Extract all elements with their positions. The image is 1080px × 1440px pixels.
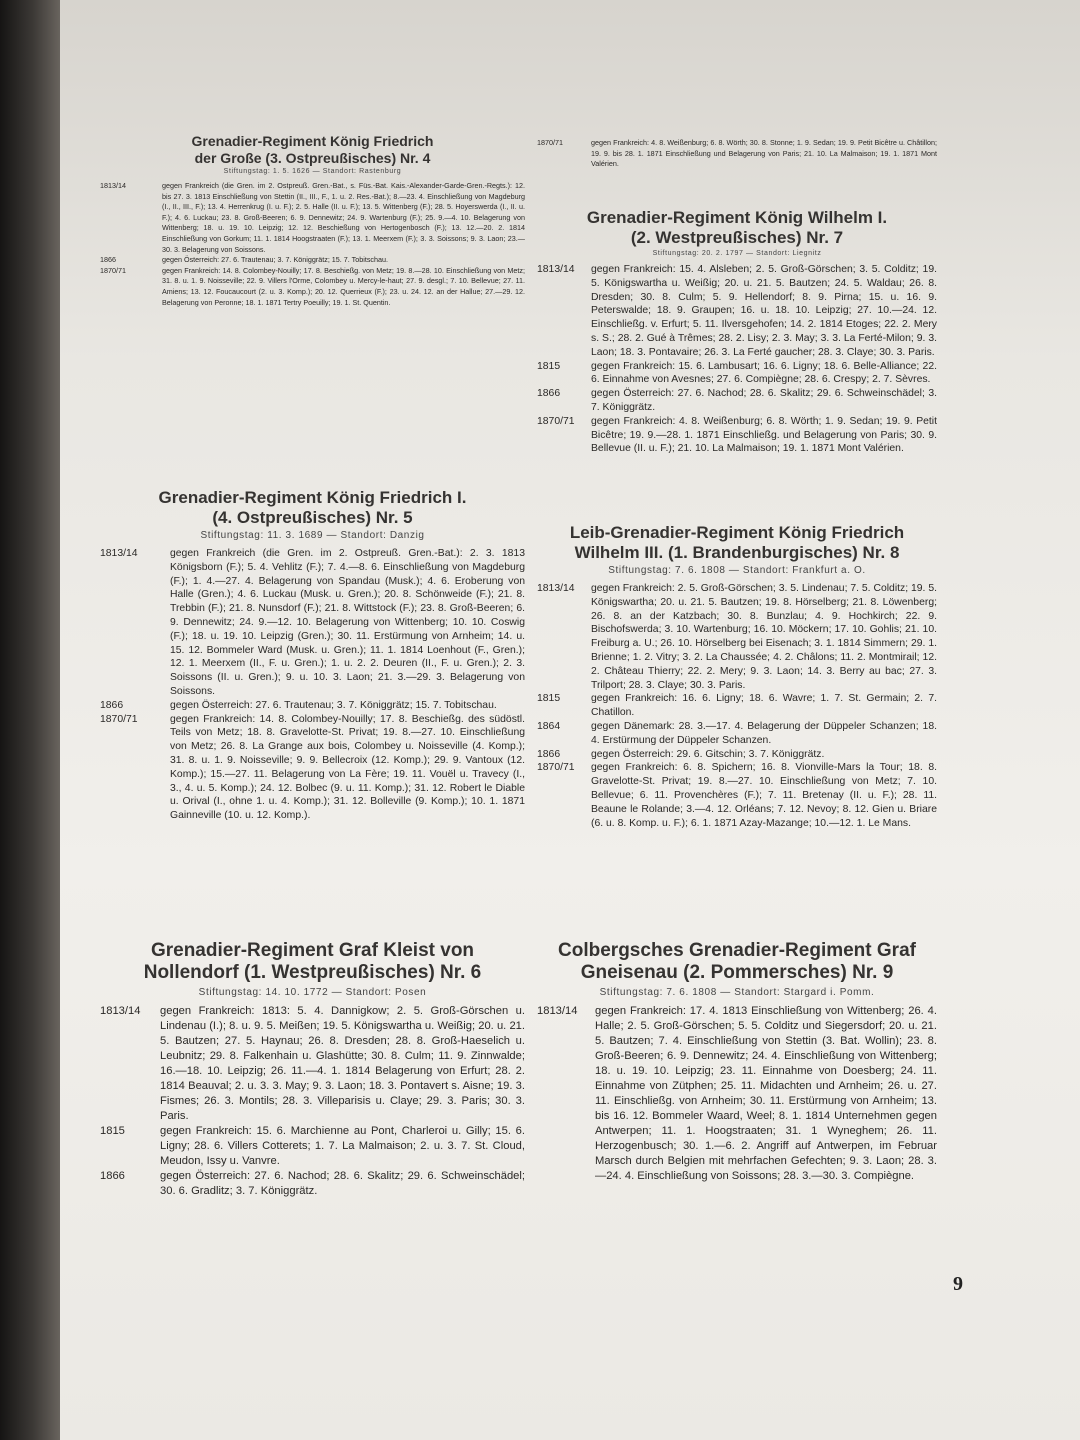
- regiment-4-title-line2: der Große (3. Ostpreußisches) Nr. 4: [194, 149, 431, 166]
- regiment-6-founded: Stiftungstag: 14. 10. 1772 — Standort: Posen: [198, 986, 427, 998]
- regiment-6-section: [100, 940, 525, 1199]
- campaign-entry: [100, 181, 525, 255]
- regiment-9-title-line2: Gneisenau (2. Pommersches) Nr. 9: [580, 962, 894, 984]
- campaign-year: 1870/71: [100, 713, 138, 725]
- campaign-text: gegen Österreich: 27. 6. Nachod; 28. 6. Skalitz; 29. 6. Schweinschädel; 3. 7. Königgrätz.: [591, 388, 937, 414]
- campaign-year: 1866: [100, 1169, 125, 1182]
- campaign-text: gegen Österreich: 27. 6. Nachod; 28. 6. Skalitz; 29. 6. Schweinschädel; 30. 6. Gradlitz; 3. 7. Königgrätz.: [160, 1169, 525, 1197]
- regiment-9-founded: Stiftungstag: 7. 6. 1808 — Standort: Stargard i. Pomm.: [599, 986, 875, 998]
- campaign-year: 1866: [100, 699, 124, 711]
- regiment-5-title-line2: (4. Ostpreußisches) Nr. 5: [212, 508, 413, 528]
- campaign-text: gegen Frankreich: 16. 6. Ligny; 18. 6. Wavre; 1. 7. St. Germain; 2. 7. Chatillon.: [591, 693, 937, 719]
- campaign-year: 1813/14: [537, 264, 575, 276]
- campaign-entry: [537, 360, 937, 388]
- campaign-year: 1870/71: [100, 265, 126, 275]
- campaign-entry: [537, 1004, 937, 1184]
- campaign-year: 1815: [537, 360, 561, 372]
- campaign-text: gegen Frankreich: 1813: 5. 4. Dannigkow; 2. 5. Groß-Görschen u. Lindenau (I.); 8. u. 9. 5. Meißen; 19. 5. Königswartha u. Weißig; 20. u. 21. 5. Bautzen; 27. 5. Haynau; 26. 8. Dresden; 28. 8. Groß-Haeselich u. Leubnitz; 29. 8. Falkenhain u. Glashütte; 30. 8. Culm; 11. 9. Zinnwalde; 16.—18. 10. Leipzig; 26. 11.—4. 1. 1814 Belagerung von Erfurt; 28. 2. 1814 Beauval; 2. u. 3. 3. May; 9. 3. Laon; 18. 3. Pontavert s. Aisne; 19. 3. Fismes; 26. 3. Montils; 28. 3. Villeparisis u. Claye; 29. 3. Paris; 30. 3. Paris.: [160, 1004, 525, 1122]
- campaign-entry: [100, 547, 525, 699]
- campaign-text: gegen Frankreich: 4. 8. Weißenburg; 6. 8. Wörth; 30. 8. Stonne; 1. 9. Sedan; 19. 9. Petit Bicêtre u. Châtillon; 19. 9. bis 28. 1. 1871 Einschließung und Belagerung von Paris; 21. 10. La Malmaison; 19. 1. 1871 Mont Valérien.: [591, 138, 937, 169]
- campaign-year: 1870/71: [537, 138, 563, 147]
- regiment-9-section: [537, 940, 937, 1184]
- campaign-year: 1813/14: [537, 583, 575, 595]
- regiment-7-title-line1: Grenadier-Regiment König Wilhelm I.: [586, 208, 888, 227]
- campaign-text: gegen Frankreich: 6. 8. Spichern; 16. 8. Vionville-Mars la Tour; 18. 8. Gravelotte-St. Privat; 19. 8.—27. 10. Einschließung von Metz; 7. 10. Bellevue; 6. 11. Provenchères (F.); 7. 11. Bretenay (II. u. F.); 28. 11. Beaune le Rolande; 3.—4. 12. Orléans; 7. 12. Nevoy; 8. 12. Gien u. Briare (6. u. 8. Komp. u. F.); 6. 1. 1871 Azay-Mazange; 10.—12. 1. Le Mans.: [591, 762, 937, 829]
- regiment-7-section: [537, 208, 937, 456]
- campaign-entry: [100, 1169, 525, 1199]
- regiment-7-founded: Stiftungstag: 20. 2. 1797 — Standort: Liegnitz: [652, 250, 822, 258]
- campaign-entry: [537, 582, 937, 692]
- campaign-text: gegen Frankreich: 17. 4. 1813 Einschließung von Wittenberg; 26. 4. Halle; 2. 5. Groß-Görschen; 5. 5. Colditz und Siegersdorf; 20. u. 21. 5. Bautzen; 7. 4. Einschließung von Stettin (3. Bat. Wollin); 23. 8. Groß-Beeren; 6. 9. Dennewitz; 24. 4. Einschließung von Wittenberg; 18. u. 19. 10. Leipzig; 23. 11. Einnahme von Doesberg; 24. 11. Einnahme von Zütphen; 25. 11. Midachten und Arnheim; 26. u. 27. 11. Einschließg. von Arnheim; 30. 11. Erstürmung von Arnheim; 13. bis 16. 12. Bommeler Waard, Weel; 8. 1. 1814 Unternehmen gegen Antwerpen; 11. 1. Hoogstraaten; 31. 1 Wyneghem; 26. 11. Herzogenbusch; 30. 1.—6. 2. Angriff auf Antwerpen, im Februar Marsch durch Belgien mit mehrfachen Gefechten; 9. 3. Laon; 28. 3.—24. 4. Einschließung von Soissons; 28. 3.—30. 3. Compiègne.: [595, 1004, 937, 1182]
- campaign-text: gegen Dänemark: 28. 3.—17. 4. Belagerung der Düppeler Schanzen; 18. 4. Erstürmung der Düppeler Schanzen.: [591, 721, 937, 746]
- regiment-8-title-line2: Wilhelm III. (1. Brandenburgisches) Nr. 8: [574, 543, 900, 563]
- campaign-entry: [100, 699, 525, 713]
- regiment-7-title-line2: (2. Westpreußisches) Nr. 7: [630, 228, 844, 248]
- campaign-entry: [100, 713, 525, 823]
- campaign-entry: [100, 255, 525, 266]
- regiment-4-continuation: [537, 138, 937, 170]
- campaign-entry: [537, 415, 937, 456]
- regiment-9-title-line1: Colbergsches Grenadier-Regiment Graf: [558, 940, 916, 961]
- campaign-text: gegen Frankreich (die Gren. im 2. Ostpreuß. Gren.-Bat.): 2. 3. 1813 Königsborn (F.); 5. 4. Vehlitz (F.); 7. 4.—8. 6. Einschließung von Magdeburg (F.); 1. 4.—27. 4. Belagerung von Spandau (Musk.); 4. 6. Eroberung von Halle (Gren.); 4. 6. Luckau (Musk. u. Gren.); 20. 8. Schönweide (F.); 21. 8. Trebbin (F.); 21. 8. Nunsdorf (F.); 21. 8. Wittstock (F.); 23. 8. Groß-Beeren; 6. 9. Dennewitz; 24. 9.—12. 10. Belagerung von Wittenberg; 10. 10. Coswig (F.); 18. u. 19. 10. Leipzig (Gren.); 30. 11. Erstürmung von Arnheim; 14. u. 15. 12. Bommeler Ward (Musk. u. Gren.); 11. 1. 1814 Loenhout (F., Gren.); 12. 1. Meerxem (II., F. u. Gren.); 1. u. 2. 2. Deuren (II., F. u. Gren.); 2. 3. Soissons (II. u. Gren.); 9. u. 10. 3. Laon; 21. 3.—29. 3. Belagerung von Soissons.: [170, 548, 525, 698]
- campaign-year: 1866: [100, 255, 116, 265]
- campaign-entry: [537, 748, 937, 762]
- campaign-entry: [537, 387, 937, 415]
- campaign-text: gegen Frankreich (die Gren. im 2. Ostpreuß. Gren.-Bat., s. Füs.-Bat. Kais.-Alexander-Garde-Gren.-Regts.): 12. bis 27. 3. 1813 Einschließung von Stettin (II., III., F., 1. u. 2. Res.-Bat.); 8.—23. 4. Einschließung von Magdeburg (I., II., III., F.); 13. 4. Herrenkrug (I. u. F.); 2. 5. Halle (II. u. F.); 13. 5. Wittenberg (F.); 28. 5. Hoyerswerda (I., II. u. F.); 4. 6. Luckau; 23. 8. Groß-Beeren; 6. 9. Dennewitz; 24. 9. Wartenburg (F.); 25. 9.—4. 10. Belagerung von Wittenberg; 18. u. 19. 10. Leipzig; 12. 12. Beschießung von Hertogenbosch (F.); 13. 12.—20. 2. 1814 Einschließung von Gorkum; 11. 1. 1814 Hoogstraaten (F.); 13. 1. Meerxem (F.); 3. 3. Soissons; 9. 3. Laon; 23.—30. 3. Belagerung von Soissons.: [162, 181, 525, 254]
- campaign-text: gegen Frankreich: 2. 5. Groß-Görschen; 3. 5. Lindenau; 7. 5. Colditz; 19. 5. Königswartha; 20. u. 21. 5. Bautzen; 19. 8. Hörselberg; 21. 8. Löwenberg; 26. 8. an der Katzbach; 30. 8. Bunzlau; 4. 9. Hochkirch; 22. 9. Bischofswerda; 3. 10. Wartenburg; 16. 10. Möckern; 17. 10. Gohlis; 21. 10. Freiburg a. U.; 26. 10. Hörselberg bei Eisenach; 3. 1. 1814 Simmern; 29. 1. Brienne; 1. 2. Vitry; 3. 2. La Chaussée; 4. 2. Châlons; 11. 2. Montmirail; 12. 2. Château Thierry; 22. 2. Mery; 9. 3. Laon; 14. 3. Berry au bac; 27. 3. Trilport; 28. 3. Claye; 30. 3. Paris.: [591, 583, 937, 691]
- campaign-text: gegen Frankreich: 15. 4. Alsleben; 2. 5. Groß-Görschen; 3. 5. Colditz; 19. 5. Königswartha u. Weißig; 20. u. 21. 5. Bautzen; 24. 5. Waldau; 26. 8. Dresden; 30. 8. Culm; 5. 9. Hellendorf; 8. 9. Pirna; 15. u. 16. 9. Peterswalde; 18. 9. Graupen; 16. u. 18. 10. Leipzig; 27. 10.—24. 12. Einschließg. v. Erfurt; 5. 11. Ilversgehofen; 14. 2. 1814 Etoges; 22. 2. Mery s. S.; 28. 2. Gué à Trêmes; 28. 2. Lisy; 2. 3. May; 3. 3. La Ferté-Milon; 9. 3. Laon; 18. 3. Pontavaire; 26. 3. La Ferté gaucher; 28. 3. Claye; 30. 3. Paris.: [591, 264, 937, 358]
- regiment-8-founded: Stiftungstag: 7. 6. 1808 — Standort: Frankfurt a. O.: [608, 565, 866, 577]
- campaign-entry: [537, 138, 937, 170]
- campaign-year: 1870/71: [537, 415, 575, 427]
- regiment-5-section: [100, 488, 525, 823]
- campaign-text: gegen Österreich: 29. 6. Gitschin; 3. 7. Königgrätz.: [591, 748, 825, 760]
- campaign-year: 1870/71: [537, 762, 575, 774]
- regiment-6-title-line1: Grenadier-Regiment Graf Kleist von: [150, 940, 475, 961]
- campaign-year: 1815: [537, 693, 561, 705]
- campaign-year: 1815: [100, 1124, 125, 1137]
- campaign-entry: [100, 1124, 525, 1169]
- regiment-5-title-line1: Grenadier-Regiment König Friedrich I.: [158, 488, 467, 507]
- campaign-entry: [537, 761, 937, 830]
- regiment-6-title-line2: Nollendorf (1. Westpreußisches) Nr. 6: [143, 962, 482, 984]
- campaign-year: 1866: [537, 748, 561, 760]
- regiment-4-founded: Stiftungstag: 1. 5. 1626 — Standort: Rastenburg: [223, 168, 402, 176]
- campaign-entry: [537, 720, 937, 748]
- campaign-text: gegen Frankreich: 15. 6. Marchienne au Pont, Charleroi u. Gilly; 15. 6. Ligny; 28. 6. Villers Cotterets; 1. 7. La Malmaison; 2. u. 3. 7. St. Cloud, Meudon, Issy u. Vanvre.: [160, 1124, 525, 1167]
- campaign-text: gegen Österreich: 27. 6. Trautenau; 3. 7. Königgrätz; 15. 7. Tobitschau.: [170, 699, 497, 711]
- campaign-year: 1866: [537, 388, 561, 400]
- regiment-8-title-line1: Leib-Grenadier-Regiment König Friedrich: [569, 523, 905, 542]
- campaign-text: gegen Frankreich: 15. 6. Lambusart; 16. 6. Ligny; 18. 6. Belle-Alliance; 22. 6. Einnahme von Avesnes; 27. 6. Compiègne; 28. 6. Crespy; 2. 7. Sèvres.: [591, 360, 937, 386]
- campaign-text: gegen Frankreich: 4. 8. Weißenburg; 6. 8. Wörth; 1. 9. Sedan; 19. 9. Petit Bicêtre; 19. 9.—28. 1. 1871 Einschließg. und Belagerung von Paris; 30. 9. Bellevue (II. u. F.); 21. 10. La Malmaison; 19. 1. 1871 Mont Valérien.: [591, 415, 937, 455]
- regiment-5-founded: Stiftungstag: 11. 3. 1689 — Standort: Danzig: [200, 530, 425, 542]
- campaign-text: gegen Frankreich: 14. 8. Colombey-Nouilly; 17. 8. Beschießg. von Metz; 19. 8.—28. 10. Einschließung von Metz; 31. 8. u. 1. 9. Noisseville; 22. 9. Villers l'Orme, Colombey u. Mercy-le-haut; 27. 9. desgl.; 7. 10. Bellevue; 27. 11. Amiens; 13. 12. Foucaucourt (2. u. 3. Komp.); 20. 12. Querrieux (F.); 23. u. 24. 12. an der Hallue; 27.—29. 12. Belagerung von Peronne; 18. 1. 1871 Tertry Poeuilly; 19. 1. St. Quentin.: [162, 265, 525, 307]
- campaign-year: 1864: [537, 721, 561, 733]
- campaign-entry: [100, 1004, 525, 1124]
- campaign-year: 1813/14: [100, 1004, 141, 1017]
- page-number: 9: [953, 1273, 963, 1295]
- regiment-8-section: [537, 523, 937, 830]
- campaign-year: 1813/14: [537, 1004, 578, 1017]
- campaign-entry: [537, 263, 937, 360]
- campaign-entry: [100, 266, 525, 308]
- regiment-4-section: [100, 133, 525, 308]
- campaign-entry: [537, 692, 937, 720]
- campaign-text: gegen Österreich: 27. 6. Trautenau; 3. 7. Königgrätz; 15. 7. Tobitschau.: [162, 255, 389, 265]
- campaign-year: 1813/14: [100, 181, 126, 191]
- campaign-year: 1813/14: [100, 548, 138, 560]
- regiment-4-title-line1: Grenadier-Regiment König Friedrich: [191, 133, 434, 149]
- campaign-text: gegen Frankreich: 14. 8. Colombey-Nouilly; 17. 8. Beschießg. des südöstl. Teils von Metz; 18. 8. Gravelotte-St. Privat; 19. 8.—27. 10. Einschließung von Metz; 26. 8. La Grange aux bois, Colombey u. Noisseville (4. Komp.); 31. 8. u. 1. 9. Noisseville; 9. 9. Bellecroix (12. Komp.); 29. 9. Vantoux (12. Komp.); 15.—27. 11. Belagerung von La Fère; 19. 11. Vouël u. Travecy (I., 3., 4. u. 5. Komp.); 24. 12. Bolbec (9. u. 11. Komp.); 31. 12. Robert le Diable u. Orival (I., ohne 1. u. 4. Komp.); 31. 12. Bolleville (9. Komp.); 10. 1. 1871 Gainneville (10. u. 12. Komp.).: [170, 713, 525, 822]
